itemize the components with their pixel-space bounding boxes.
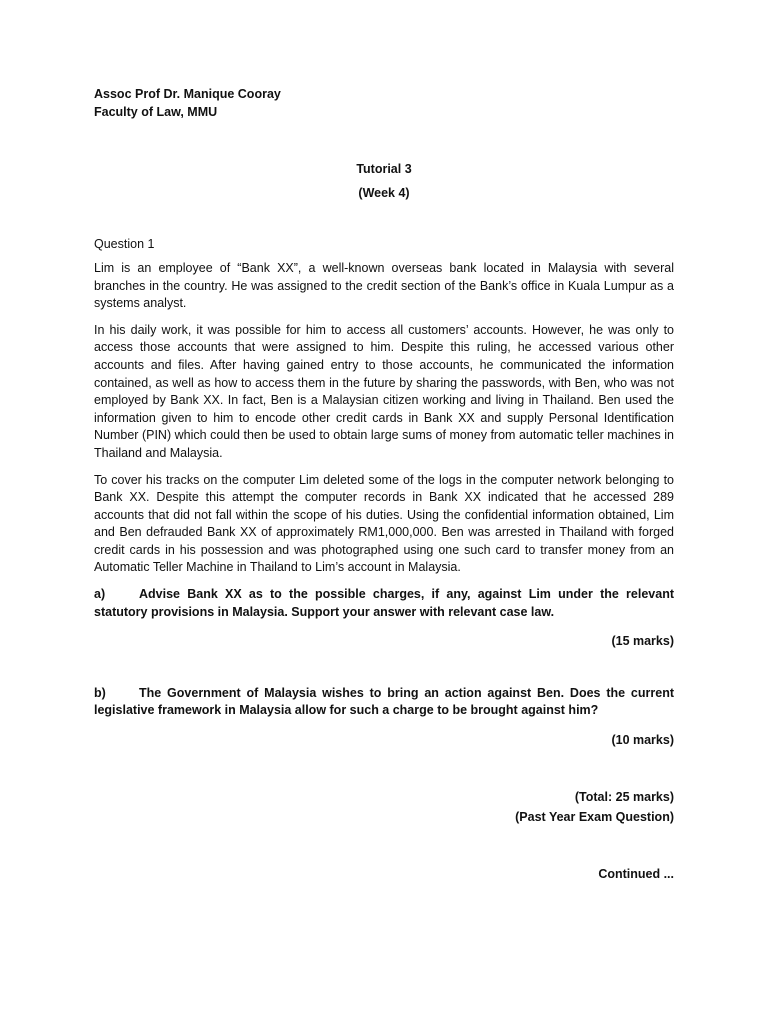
faculty-name: Faculty of Law, MMU [94, 104, 218, 119]
question-part-a-marks: (15 marks) [611, 634, 674, 649]
question-part-a [94, 586, 674, 621]
author-name: Assoc Prof Dr. Manique Cooray [94, 87, 281, 101]
question-paragraph-1: Lim is an employee of “Bank XX”, a well-known overseas bank located in Malaysia with several branches in the country. He was assigned to the credit section of the Bank’s office in Kuala Lumpur as a systems analyst. [94, 260, 674, 311]
question-part-a-text: Advise Bank XX as to the possible charges, if any, against Lim under the relevant statutory provisions in Malaysia. Support your answer with relevant case law. [94, 587, 674, 619]
tutorial-title: Tutorial 3 [356, 162, 412, 177]
tutorial-week: (Week 4) [358, 185, 410, 200]
question-part-b-row [94, 685, 674, 720]
question-heading: Question 1 [94, 237, 155, 252]
question-source: (Past Year Exam Question) [515, 810, 674, 825]
question-part-b-label: b) [94, 685, 106, 700]
question-part-b [94, 685, 674, 720]
question-paragraph-3: To cover his tracks on the computer Lim deleted some of the logs in the computer network belonging to Bank XX. Despite this attempt the computer records in Bank XX indicated that he accessed 289 accounts that did not fall within the scope of his duties. Using the confidential information obtained, Lim and Ben defrauded Bank XX of approximately RM1,000,000. Ben was arrested in Thailand with forged credit cards in his possession and was photographed using one such card to transfer money from an Automatic Teller Machine in Thailand to Lim’s account in Malaysia. [94, 472, 674, 575]
document-content [94, 86, 674, 883]
continued-label: Continued ... [598, 866, 674, 881]
question-part-b-text: The Government of Malaysia wishes to bring an action against Ben. Does the current legislative framework in Malaysia allow for such a charge to be brought against him? [94, 685, 674, 718]
question-part-a-row [94, 586, 674, 621]
question-paragraph-2: In his daily work, it was possible for him to access all customers’ accounts. However, he was only to access those accounts that were assigned to him. Despite this ruling, he accessed various other accounts and files. After having gained entry to those accounts, he communicated the information contained, as well as how to access them in the future by sharing the passwords, with Ben, who was not employed by Bank XX. In fact, Ben is a Malaysian citizen working and living in Thailand. Ben used the information given to him to encode other credit cards in Bank XX and supply Personal Identification Number (PIN) which could then be used to obtain large sums of money from automatic teller machines in Thailand and Malaysia. [94, 322, 674, 460]
question-part-a-label: a) [94, 587, 106, 602]
author-block [94, 86, 674, 121]
question-part-b-marks: (10 marks) [611, 733, 674, 748]
total-marks: (Total: 25 marks) [574, 789, 674, 804]
